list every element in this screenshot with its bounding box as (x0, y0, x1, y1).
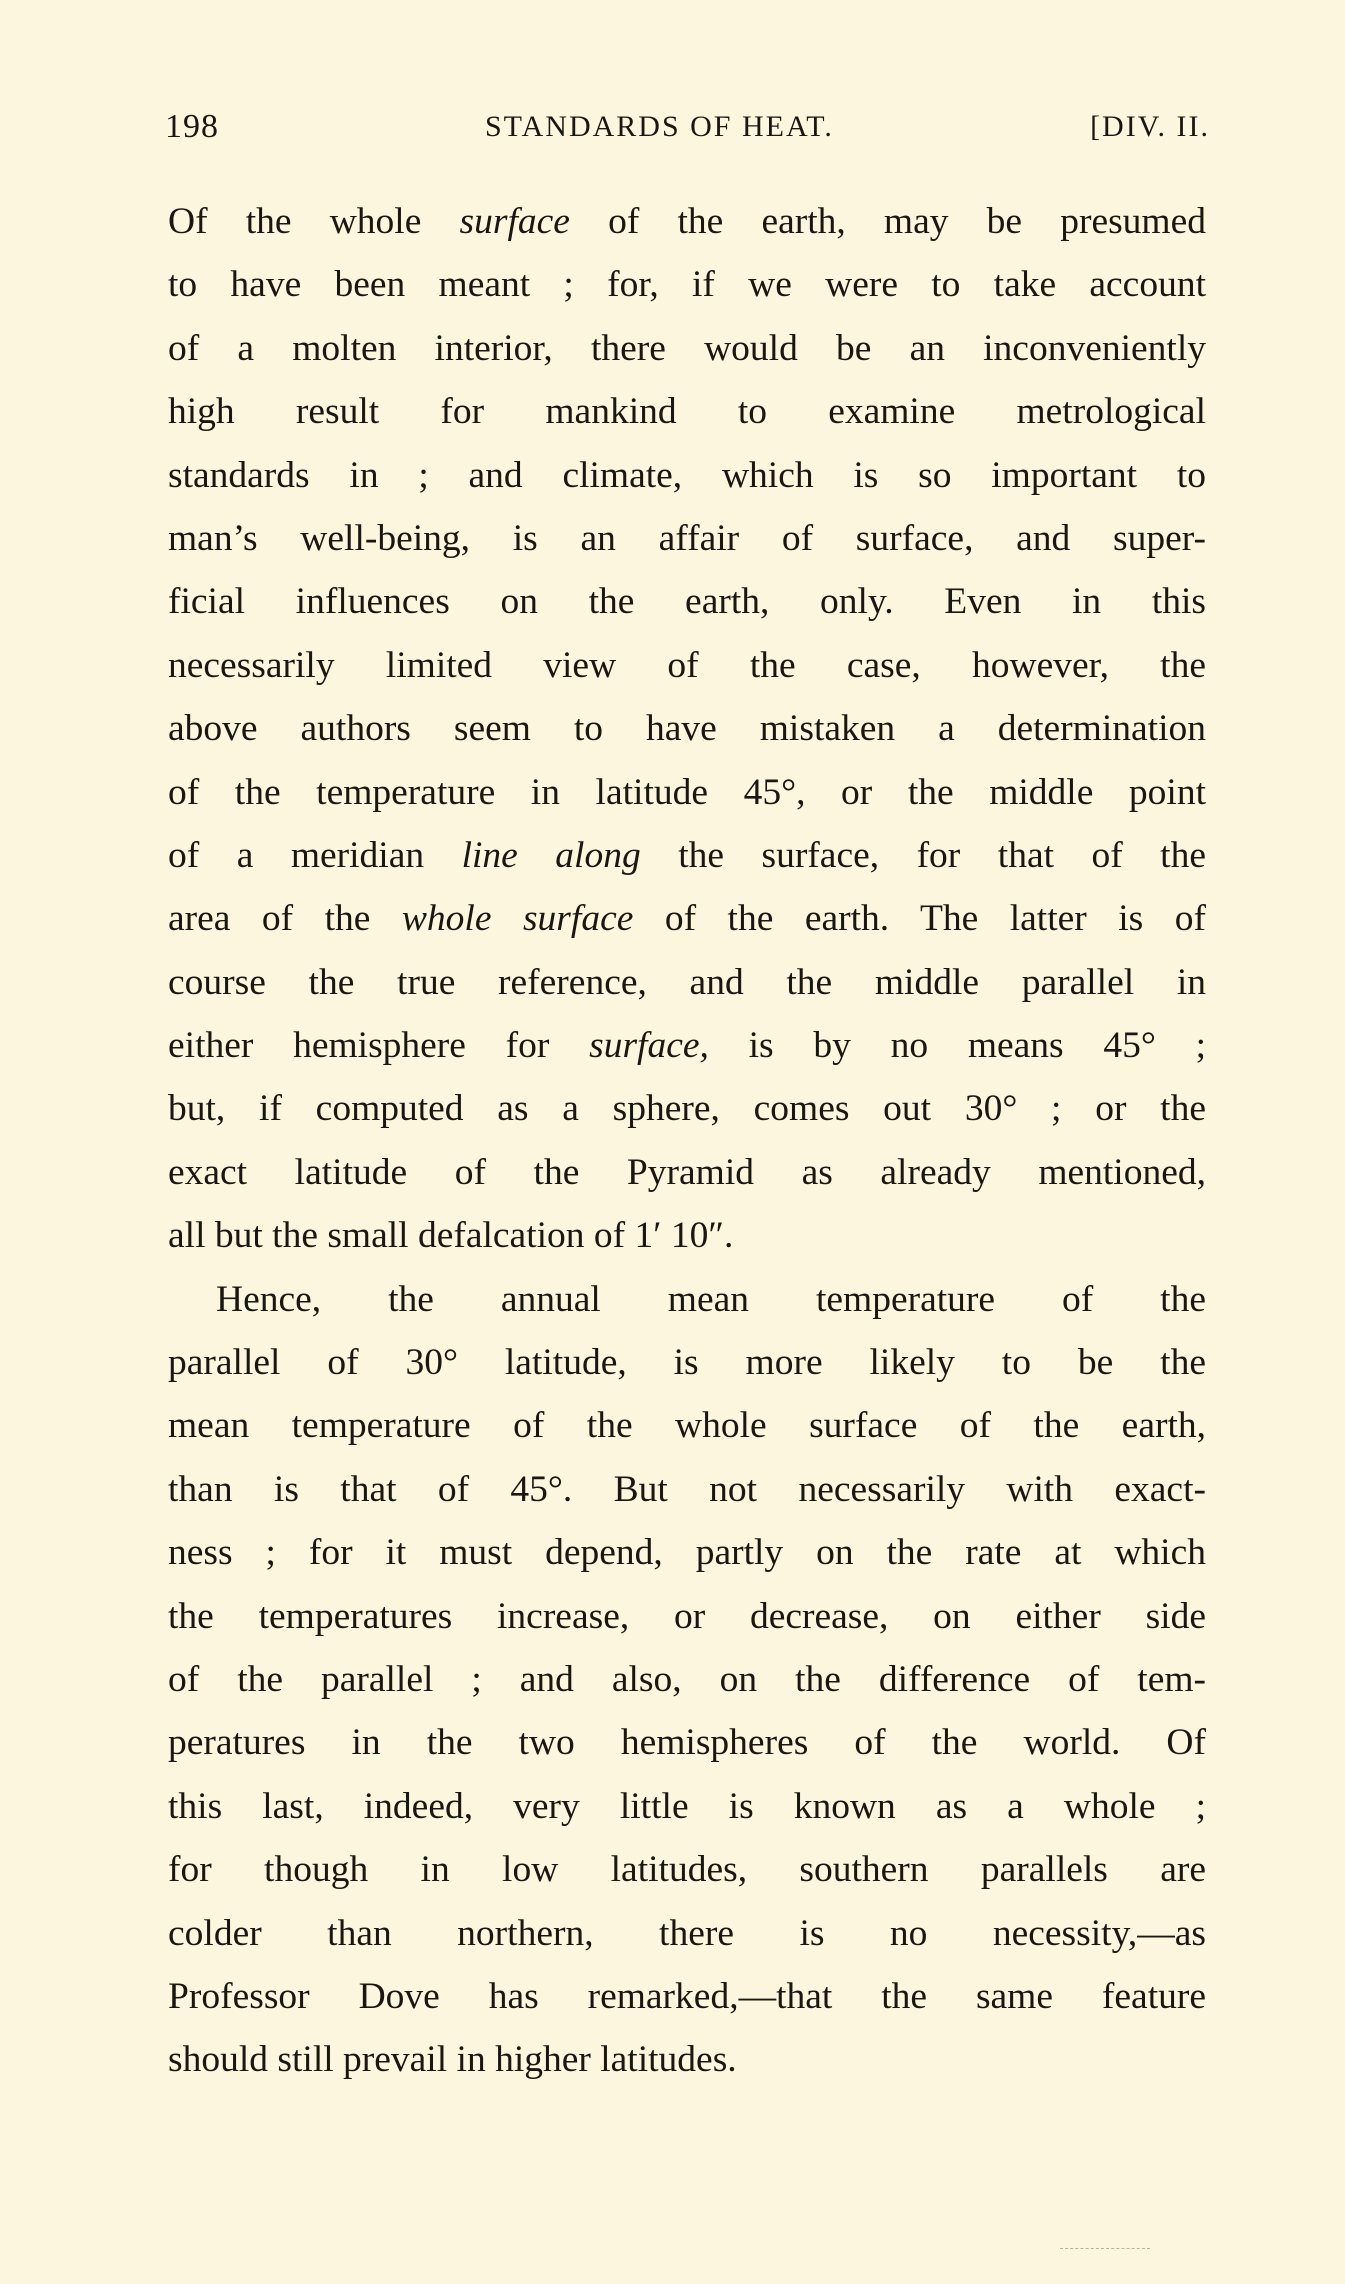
italic-emphasis: line along (461, 834, 641, 876)
text-line: than is that of 45°. But not necessarily with exact- (168, 1468, 1206, 1510)
text-line: man’s well-being, is an affair of surface, and super- (168, 517, 1206, 559)
text-line: above authors seem to have mistaken a determination (168, 708, 1206, 750)
text-line: area of the whole surface of the earth. The latter is of (168, 898, 1206, 940)
text-line: standards in ; and climate, which is so important to (168, 454, 1206, 496)
paragraph-end-line: all but the small defalcation of 1′ 10″. (168, 1215, 734, 1257)
text-line: ficial influences on the earth, only. Even in this (168, 581, 1206, 623)
text-line: the temperatures increase, or decrease, on either side (168, 1595, 1206, 1637)
text-line: colder than northern, there is no necessity,—as (168, 1912, 1206, 1954)
text-line: ness ; for it must depend, partly on the rate at which (168, 1532, 1206, 1574)
italic-emphasis: surface (459, 201, 570, 242)
text-line: peratures in the two hemispheres of the world. Of (168, 1722, 1206, 1764)
text-line: Of the whole surface of the earth, may be presumed (168, 201, 1206, 242)
text-line: parallel of 30° latitude, is more likely to be the (168, 1342, 1206, 1384)
footer-rule (1060, 2248, 1150, 2249)
paragraph-start-line: Hence, the annual mean temperature of the (216, 1278, 1206, 1320)
text-line: for though in low latitudes, southern parallels are (168, 1849, 1206, 1891)
text-line: Professor Dove has remarked,—that the same feature (168, 1975, 1206, 2017)
text-line: of a molten interior, there would be an inconveniently (168, 327, 1206, 369)
text-line: but, if computed as a sphere, comes out 30° ; or the (168, 1088, 1206, 1130)
text-line: course the true reference, and the middle parallel in (168, 961, 1206, 1003)
text-line: either hemisphere for surface, is by no means 45° ; (168, 1025, 1206, 1067)
text-line: this last, indeed, very little is known as a whole ; (168, 1785, 1206, 1827)
division-label: [DIV. II. (1090, 110, 1210, 143)
italic-emphasis: whole surface (401, 898, 634, 940)
text-line: to have been meant ; for, if we were to take account (168, 264, 1206, 306)
page-number: 198 (165, 108, 219, 145)
italic-emphasis: surface, (589, 1025, 709, 1067)
text-line: of the temperature in latitude 45°, or the middle point (168, 771, 1206, 813)
text-line: exact latitude of the Pyramid as already mentioned, (168, 1151, 1206, 1193)
text-line: of a meridian line along the surface, for that of the (168, 834, 1206, 876)
running-header (165, 108, 1210, 152)
text-line: high result for mankind to examine metrological (168, 391, 1206, 433)
text-line: necessarily limited view of the case, however, the (168, 644, 1206, 686)
paragraph-end-line: should still prevail in higher latitudes. (168, 2039, 737, 2081)
text-line: mean temperature of the whole surface of the earth, (168, 1405, 1206, 1447)
running-title: STANDARDS OF HEAT. (485, 110, 834, 143)
text-line: of the parallel ; and also, on the difference of tem- (168, 1658, 1206, 1700)
body-text (168, 190, 1206, 2092)
